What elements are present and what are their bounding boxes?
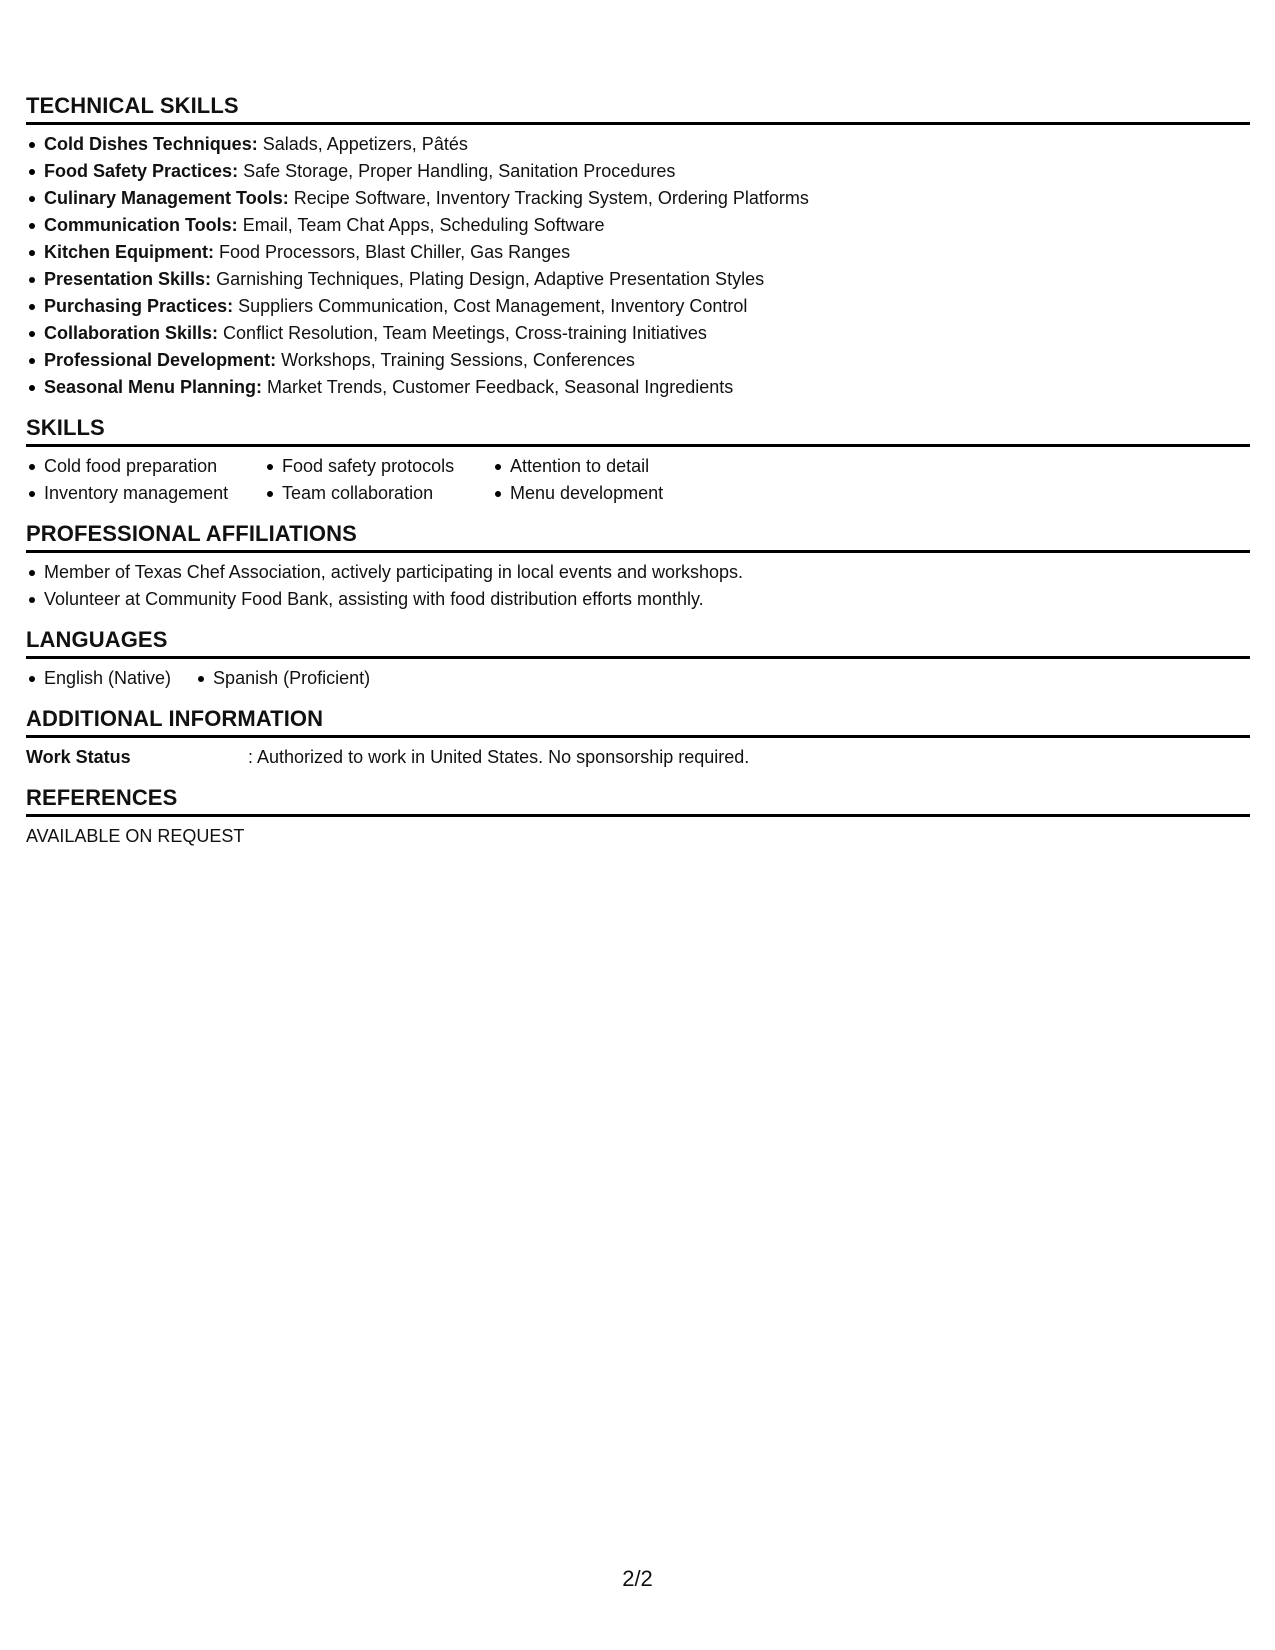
skill-key: Professional Development:	[44, 350, 277, 370]
skill-item: Food safety protocols	[264, 453, 492, 480]
skill-value: Garnishing Techniques, Plating Design, Adaptive Presentation Styles	[216, 269, 765, 289]
languages-list	[26, 659, 1250, 692]
skill-value: Recipe Software, Inventory Tracking System, Ordering Platforms	[293, 188, 809, 208]
skill-value: Conflict Resolution, Team Meetings, Cross-training Initiatives	[223, 323, 707, 343]
skill-item: Team collaboration	[264, 480, 492, 507]
list-item	[26, 347, 1250, 374]
skill-key: Collaboration Skills:	[44, 323, 219, 343]
section-title-technical-skills: TECHNICAL SKILLS	[26, 92, 1250, 125]
list-item	[26, 212, 1250, 239]
technical-skills-list	[26, 125, 1250, 401]
section-title-skills: SKILLS	[26, 414, 1250, 447]
list-item: Member of Texas Chef Association, actively participating in local events and workshops.	[26, 559, 1250, 586]
languages-section	[26, 626, 1250, 692]
skill-key: Kitchen Equipment:	[44, 242, 214, 262]
skill-value: Salads, Appetizers, Pâtés	[262, 134, 468, 154]
skill-item: Attention to detail	[492, 453, 752, 480]
list-item: Volunteer at Community Food Bank, assisting with food distribution efforts monthly.	[26, 586, 1250, 613]
skill-key: Purchasing Practices:	[44, 296, 234, 316]
list-item	[26, 374, 1250, 401]
skill-key: Seasonal Menu Planning:	[44, 377, 263, 397]
work-status-label: Work Status	[26, 747, 131, 767]
additional-info-section	[26, 705, 1250, 771]
resume-page	[26, 92, 1250, 850]
skill-value: Food Processors, Blast Chiller, Gas Ranges	[219, 242, 571, 262]
skill-key: Communication Tools:	[44, 215, 238, 235]
section-title-references: REFERENCES	[26, 784, 1250, 817]
affiliations-list	[26, 553, 1250, 613]
technical-skills-section	[26, 92, 1250, 401]
skill-value: Email, Team Chat Apps, Scheduling Software	[242, 215, 605, 235]
skills-grid	[26, 447, 1250, 507]
skill-key: Culinary Management Tools:	[44, 188, 289, 208]
skill-item: Cold food preparation	[26, 453, 264, 480]
skill-value: Market Trends, Customer Feedback, Seasonal Ingredients	[267, 377, 734, 397]
language-item: Spanish (Proficient)	[195, 665, 370, 692]
skills-section	[26, 414, 1250, 507]
skill-value: Workshops, Training Sessions, Conferences	[281, 350, 635, 370]
references-section	[26, 784, 1250, 850]
language-item: English (Native)	[26, 665, 171, 692]
list-item	[26, 266, 1250, 293]
list-item	[26, 239, 1250, 266]
skill-item: Inventory management	[26, 480, 264, 507]
page-number: 2/2	[622, 1566, 653, 1591]
list-item	[26, 320, 1250, 347]
list-item	[26, 131, 1250, 158]
work-status-value: : Authorized to work in United States. No sponsorship required.	[248, 747, 750, 767]
skill-key: Presentation Skills:	[44, 269, 212, 289]
list-item	[26, 158, 1250, 185]
skill-item: Menu development	[492, 480, 752, 507]
section-title-languages: LANGUAGES	[26, 626, 1250, 659]
skill-key: Food Safety Practices:	[44, 161, 239, 181]
list-item	[26, 293, 1250, 320]
section-title-affiliations: PROFESSIONAL AFFILIATIONS	[26, 520, 1250, 553]
references-text: AVAILABLE ON REQUEST	[26, 826, 245, 846]
skill-value: Suppliers Communication, Cost Management, Inventory Control	[238, 296, 748, 316]
skill-key: Cold Dishes Techniques:	[44, 134, 258, 154]
skill-value: Safe Storage, Proper Handling, Sanitation Procedures	[243, 161, 676, 181]
section-title-additional-info: ADDITIONAL INFORMATION	[26, 705, 1250, 738]
list-item	[26, 185, 1250, 212]
work-status-row	[26, 738, 1250, 771]
affiliations-section	[26, 520, 1250, 613]
